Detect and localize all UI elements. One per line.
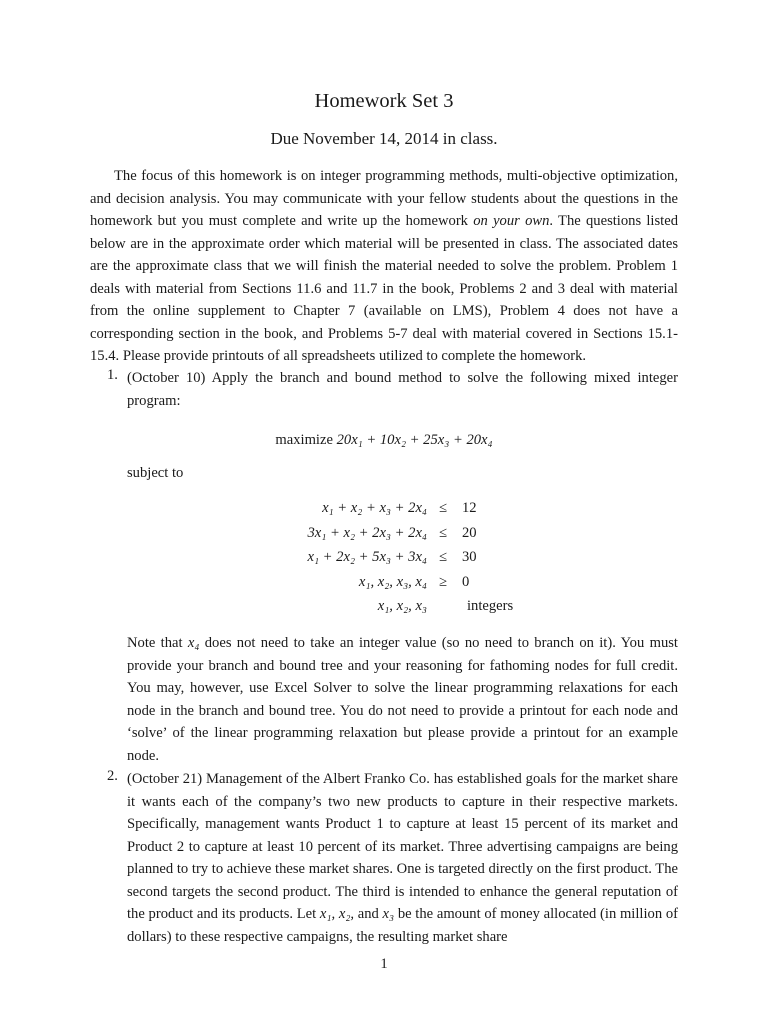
constraint-relation: ≤	[438, 500, 447, 516]
intro-text-start: The focus of this homework is on integer programming methods, multi-objective optimization, and decision analysis. You may communicate with your fellow students about the questions in the homework but you must complete and write up the homework	[90, 168, 678, 229]
problem-2	[107, 768, 678, 948]
problem-1	[107, 367, 678, 412]
constraint-lhs: x₁ + x₂ + x₃ + 2x₄	[322, 500, 427, 516]
intro-paragraph	[90, 165, 678, 368]
note-paragraph	[127, 632, 678, 767]
subject-to-label: subject to	[127, 465, 184, 481]
constraint-rhs: integers	[467, 598, 514, 614]
constraint-rhs: 12	[462, 500, 477, 516]
problem-1-note	[127, 632, 678, 767]
note-text-end: does not need to take an integer value (so no need to branch on it). You must provide your branch and bound tree and your reasoning for fathoming nodes for full credit. You may, however, use Excel Solver to solve the linear programming relaxations for each node in the branch and bound tree. You do not need to provide a printout for each node and ‘solve’ of the linear programming relaxation but please provide a printout for an example node.	[127, 635, 678, 764]
page-number: 1	[380, 956, 388, 972]
objective-expression: 20x₁ + 10x₂ + 25x₃ + 20x₄	[336, 432, 493, 448]
problem-text	[127, 768, 678, 948]
problem-variables: x₁, x₂,	[319, 906, 355, 922]
problem-number: 2.	[107, 768, 118, 784]
objective-function	[0, 429, 768, 451]
note-variable: x₄	[187, 635, 200, 651]
intro-emphasis: on your own	[473, 213, 550, 229]
constraint-rhs: 30	[462, 549, 477, 565]
constraint-lhs: x₁ + 2x₂ + 5x₃ + 3x₄	[307, 549, 427, 565]
problem-variable-3: x₃	[382, 906, 395, 922]
intro-text-end: . The questions listed below are in the approximate order which material will be presented in class. The associated dates are the approximate class that we will finish the material needed to solve the problem. Problem 1 deals with material from Sections 11.6 and 11.7 in the book, Problems 2 and 3 deal with material from the online supplement to Chapter 7 (available on LMS), Problem 4 does not have a corresponding section in the book, and Problems 5-7 deal with material covered in Sections 15.1-15.4. Please provide printouts of all spreadsheets utilized to complete the homework.	[90, 213, 679, 364]
constraint-relation: ≤	[438, 524, 447, 541]
due-date: Due November 14, 2014 in class.	[270, 129, 498, 148]
constraint-lhs: x₁, x₂, x₃	[377, 598, 427, 614]
constraint-relation: ≥	[438, 573, 447, 590]
constraint-rhs: 0	[462, 573, 470, 590]
note-text-start: Note that	[127, 635, 188, 651]
constraint-lhs: x₁, x₂, x₃, x₄	[358, 573, 427, 590]
objective-word: maximize	[275, 432, 333, 448]
constraint-relation: ≤	[438, 549, 447, 565]
problem-text-start: (October 21) Management of the Albert Franko Co. has established goals for the market share it wants each of the company’s two new products to capture in their respective markets. Specifically, management wants Product 1 to capture at least 15 percent of its market and Product 2 to capture at least 10 percent of its market. Three advertising campaigns are being planned to try to achieve these market shares. One is targeted directly on the first product. The second targets the second product. The third is intended to enhance the general reputation of the product and its products. Let	[127, 771, 678, 922]
problem-text: (October 10) Apply the branch and bound method to solve the following mixed integer program:	[127, 370, 678, 409]
problem-number: 1.	[107, 367, 118, 383]
constraint-rhs: 20	[462, 524, 477, 541]
document-title: Homework Set 3	[314, 90, 454, 112]
constraint-lhs: 3x₁ + x₂ + 2x₃ + 2x₄	[307, 524, 427, 541]
and-word: and	[354, 906, 383, 922]
problem-text-end: be the amount of money allocated (in million of dollars) to these respective campaigns, the resulting market share	[127, 906, 678, 945]
